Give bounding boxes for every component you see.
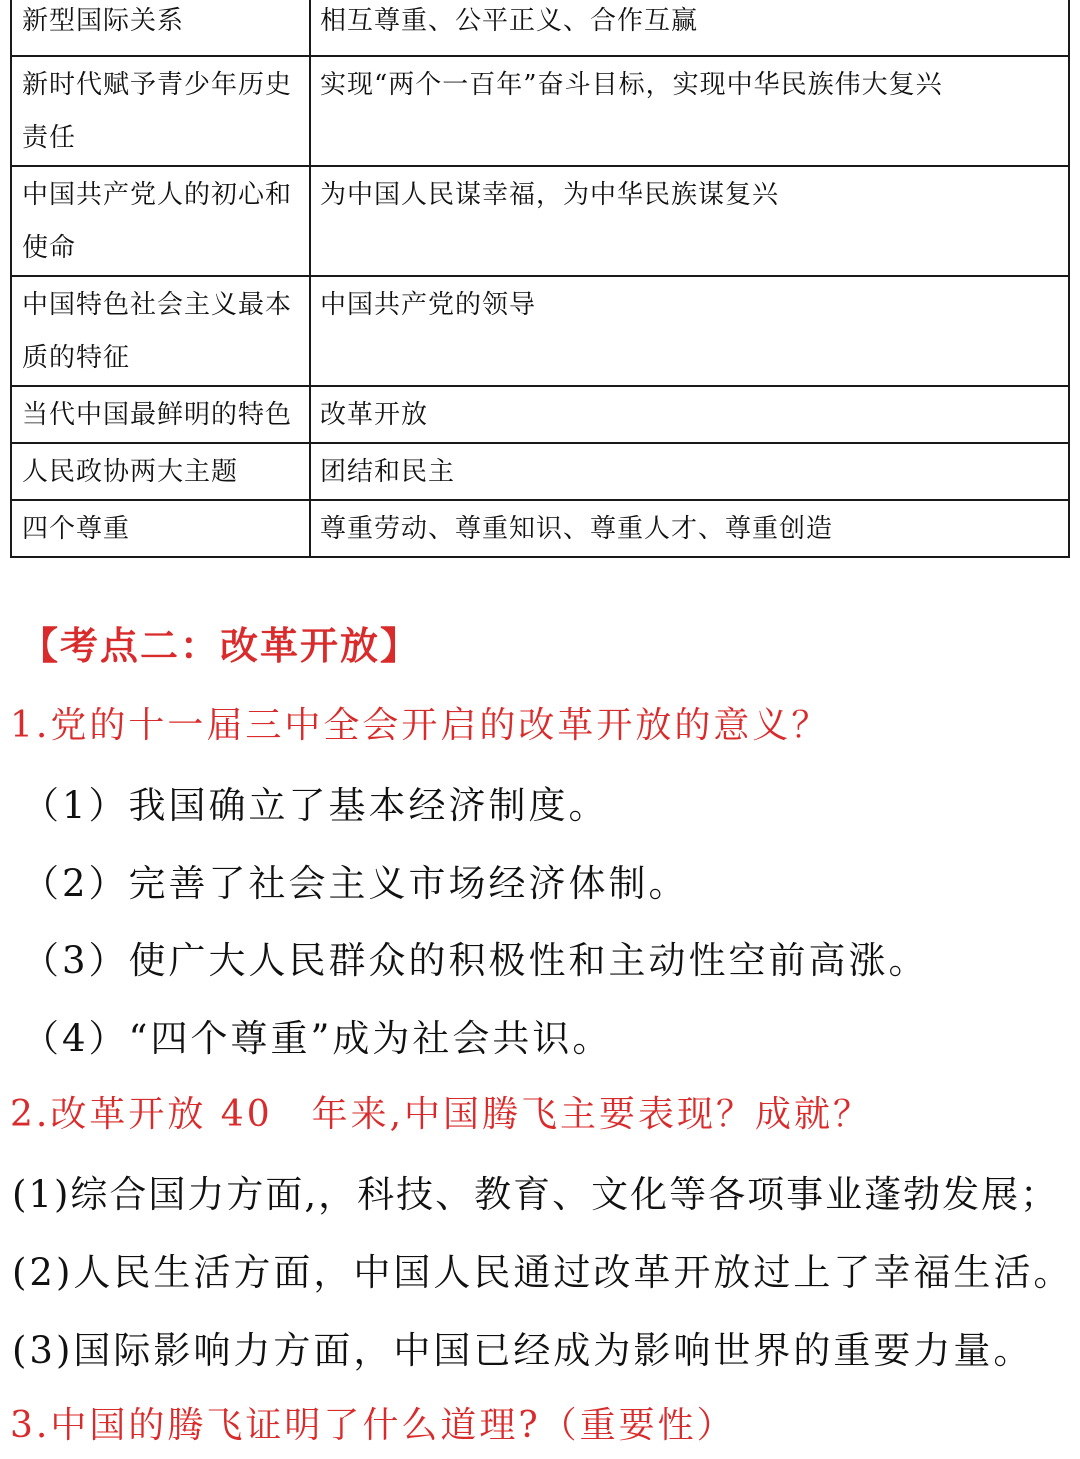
answer-item: （4）“四个尊重”成为社会共识。 [22, 1017, 613, 1060]
row-value: 为中国人民谋幸福，为中华民族谋复兴 [310, 166, 1069, 276]
row-key: 中国共产党人的初心和使命 [11, 166, 310, 276]
row-value: 改革开放 [310, 386, 1069, 443]
row-key: 人民政协两大主题 [11, 443, 310, 500]
question-1: 1.党的十一届三中全会开启的改革开放的意义？ [10, 705, 831, 746]
row-value: 团结和民主 [310, 443, 1069, 500]
row-key: 四个尊重 [11, 500, 310, 557]
row-key: 当代中国最鲜明的特色 [11, 386, 310, 443]
answer-item: （3）使广大人民群众的积极性和主动性空前高涨。 [22, 939, 929, 982]
summary-table [10, 0, 1070, 558]
table-row [11, 443, 1069, 500]
row-value: 尊重劳动、尊重知识、尊重人才、尊重创造 [310, 500, 1069, 557]
answer-item: （2）完善了社会主义市场经济体制。 [22, 862, 689, 905]
table-row [11, 166, 1069, 276]
question-2: 2.改革开放 40 年来,中国腾飞主要表现？成就？ [10, 1094, 873, 1135]
answer-item: (2)人民生活方面，中国人民通过改革开放过上了幸福生活。 [12, 1251, 1074, 1294]
answer-item: (1)综合国力方面,，科技、教育、文化等各项事业蓬勃发展； [12, 1173, 1060, 1216]
table-row [11, 0, 1069, 56]
section-heading: 【考点二：改革开放】 [20, 624, 421, 668]
answer-item: （1）我国确立了基本经济制度。 [22, 784, 609, 827]
row-value: 中国共产党的领导 [310, 276, 1069, 386]
table-row [11, 276, 1069, 386]
row-key: 新型国际关系 [11, 0, 310, 56]
row-key: 新时代赋予青少年历史责任 [11, 56, 310, 166]
row-key: 中国特色社会主义最本质的特征 [11, 276, 310, 386]
table-row [11, 56, 1069, 166]
row-value: 相互尊重、公平正义、合作互赢 [310, 0, 1069, 56]
table-row [11, 500, 1069, 557]
question-3: 3.中国的腾飞证明了什么道理?（重要性） [10, 1405, 736, 1446]
table-row [11, 386, 1069, 443]
row-value: 实现“两个一百年”奋斗目标，实现中华民族伟大复兴 [310, 56, 1069, 166]
answer-item: (3)国际影响力方面，中国已经成为影响世界的重要力量。 [12, 1329, 1034, 1372]
